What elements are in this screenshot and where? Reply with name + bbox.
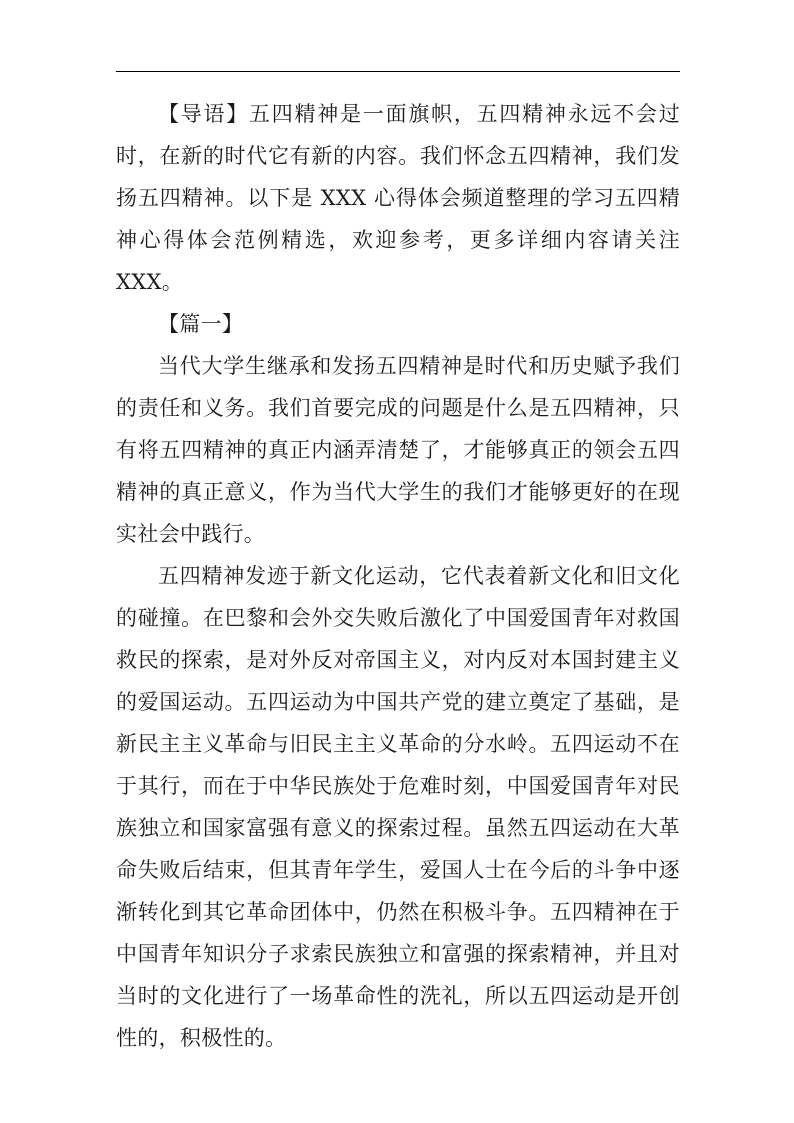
section-heading: 【篇一】 (158, 312, 244, 336)
body-paragraph-1: 当代大学生继承和发扬五四精神是时代和历史赋予我们的责任和义务。我们首要完成的问题是什么是五四精神，只有将五四精神的真正内涵弄清楚了，才能够真正的领会五四精神的真正意义，作为当代大学生的我们才能够更好的在现实社会中践行。 (116, 354, 680, 546)
header-rule (116, 71, 680, 72)
intro-paragraph: 【导语】五四精神是一面旗帜，五四精神永远不会过时，在新的时代它有新的内容。我们怀念五四精神，我们发扬五四精神。以下是 XXX 心得体会频道整理的学习五四精神心得体会范例精选，欢迎参考，更多详细内容请关注 XXX。 (116, 102, 680, 294)
document-body (116, 93, 680, 1059)
body-paragraph-2: 五四精神发迹于新文化运动，它代表着新文化和旧文化的碰撞。在巴黎和会外交失败后激化了中国爱国青年对救国救民的探索，是对外反对帝国主义，对内反对本国封建主义的爱国运动。五四运动为中国共产党的建立奠定了基础，是新民主主义革命与旧民主主义革命的分水岭。五四运动不在于其行，而在于中华民族处于危难时刻，中国爱国青年对民族独立和国家富强有意义的探索过程。虽然五四运动在大革命失败后结束，但其青年学生，爱国人士在今后的斗争中逐渐转化到其它革命团体中，仍然在积极斗争。五四精神在于中国青年知识分子求索民族独立和富强的探索精神，并且对当时的文化进行了一场革命性的洗礼，所以五四运动是开创性的，积极性的。 (116, 564, 680, 1050)
